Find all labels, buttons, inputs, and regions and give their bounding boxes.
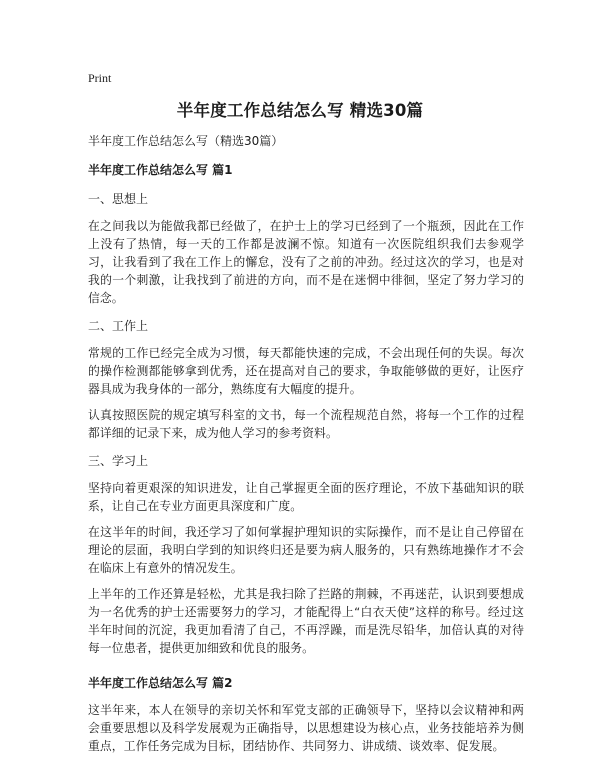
paragraph: 这半年来，本人在领导的亲切关怀和军党支部的正确领导下，坚持以会议精神和两会重要思想以及科学发展观为正确指导，以思想建设为核心点，业务技能培养为侧重点，工作任务完成为目标，团结协作、共同努力、讲成绩、谈效率、促发展。	[88, 703, 524, 753]
paragraph: 在这半年的时间，我还学习了如何掌握护理知识的实际操作，而不是让自己停留在理论的层面，我明白学到的知识终归还是要为病人服务的，只有熟练地操作才不会在临床上有意外的情况发生。	[88, 525, 524, 575]
paragraph: 上半年的工作还算是轻松，尤其是我扫除了拦路的荆棘，不再迷茫，认识到要想成为一名优秀的护士还需要努力的学习，才能配得上“白衣天使”这样的称号。经过这半年时间的沉淀，我更加看清了自己，不再浮躁，而是洗尽铅华，加倍认真的对待每一位患者，提供更加细致和优良的服务。	[88, 587, 524, 655]
section-heading: 半年度工作总结怎么写 篇2	[88, 676, 233, 690]
paragraph: 常规的工作已经完全成为习惯，每天都能快速的完成，不会出现任何的失误。每次的操作检测都能够拿到优秀，还在提高对自己的要求，争取能够做的更好，让医疗器具成为我身体的一部分，熟练度有大幅度的提升。	[88, 346, 524, 396]
paragraph: 在之间我以为能做我都已经做了，在护士上的学习已经到了一个瓶颈，因此在工作上没有了热情，每一天的工作都是波澜不惊。知道有一次医院组织我们去参观学习，让我看到了我在工作上的懈怠，没有了之前的冲劲。经过这次的学习，也是对我的一个刺激，让我找到了前进的方向，而不是在迷惘中徘徊，坚定了努力学习的信念。	[88, 219, 524, 305]
document-title: 半年度工作总结怎么写 精选30篇	[176, 101, 424, 120]
document-body	[88, 126, 524, 755]
document-subtitle: 半年度工作总结怎么写（精选30篇）	[88, 134, 284, 148]
subheading: 三、学习上	[88, 454, 149, 468]
paragraph: 坚持向着更艰深的知识进发，让自己掌握更全面的医疗理论，不放下基础知识的联系，让自己在专业方面更具深度和广度。	[88, 481, 524, 513]
subheading: 二、工作上	[88, 319, 149, 333]
paragraph: 认真按照医院的规定填写科室的文书，每一个流程规范自然，将每一个工作的过程都详细的记录下来，成为他人学习的参考资料。	[88, 408, 524, 440]
section-heading: 半年度工作总结怎么写 篇1	[88, 163, 233, 177]
print-label[interactable]: Print	[88, 71, 112, 85]
subheading: 一、思想上	[88, 192, 149, 206]
